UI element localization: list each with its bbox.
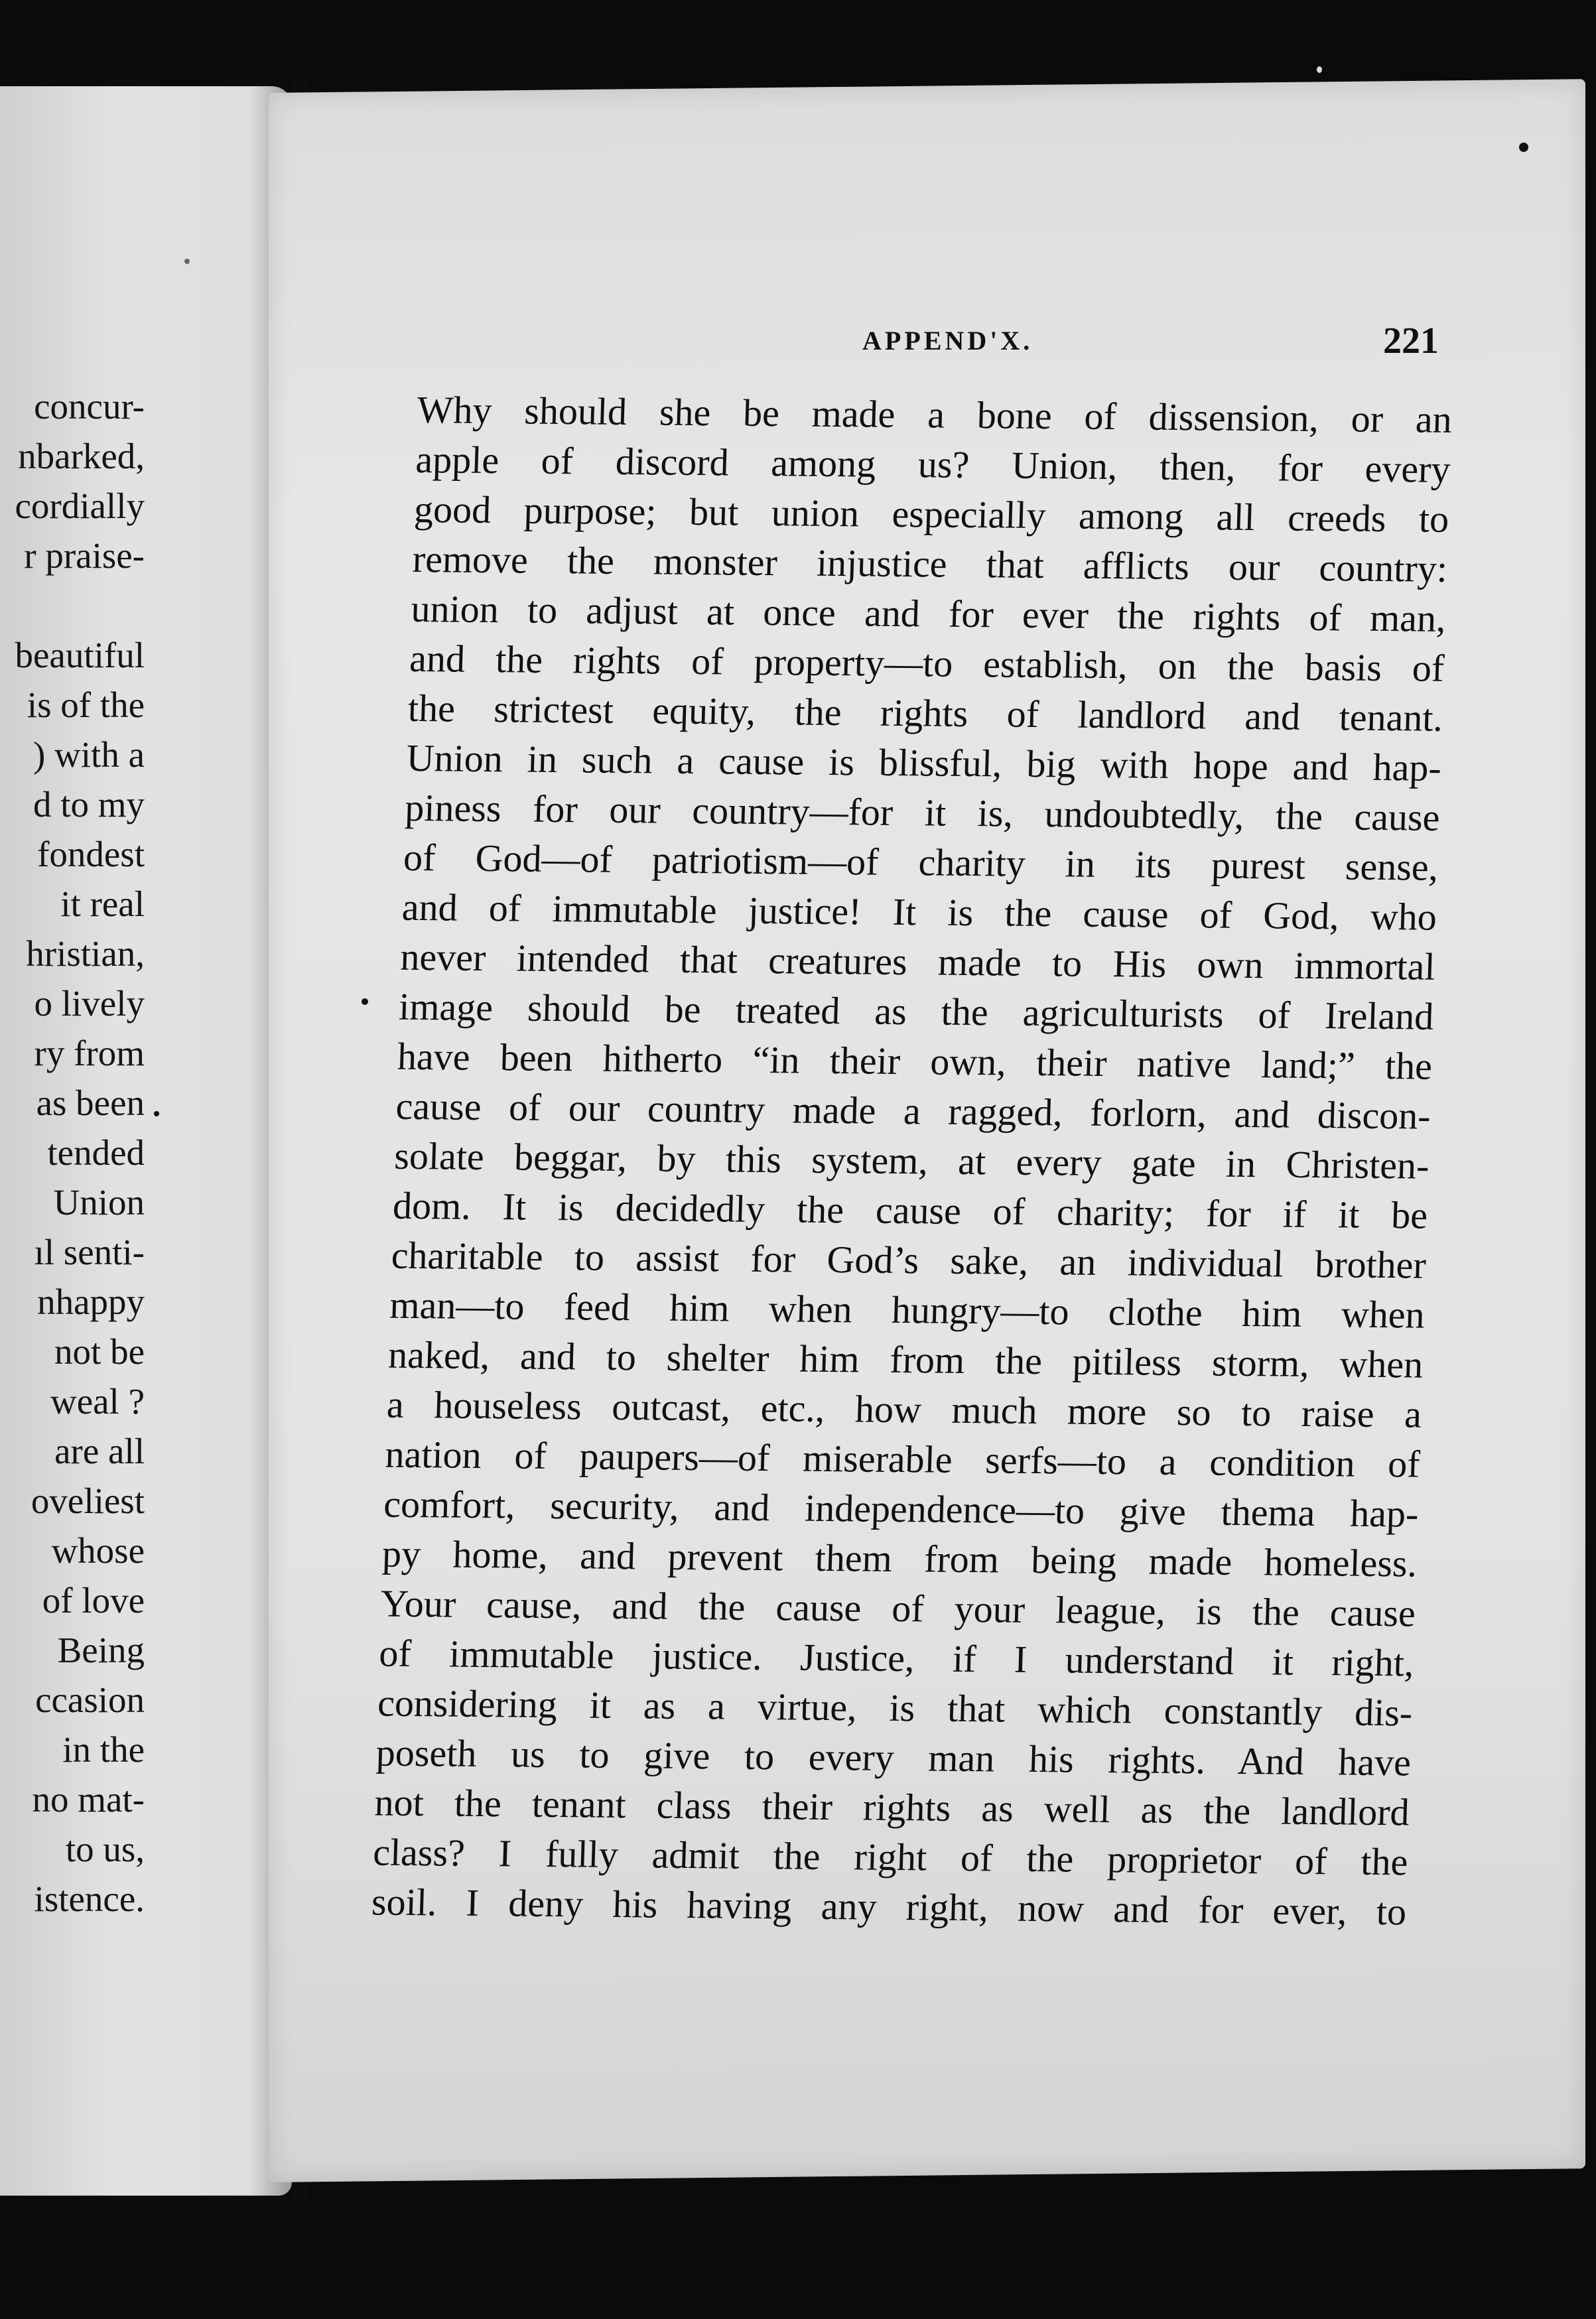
left-line: Being: [57, 1630, 145, 1670]
text-line: never intended that creatures made to His own immortal: [399, 935, 1436, 988]
left-line: r praise-: [24, 535, 145, 576]
text-line: a houseless outcast, etc., how much more so to raise a: [386, 1382, 1422, 1436]
running-title: APPEND'X.: [862, 326, 1033, 356]
left-line: it real: [60, 884, 145, 924]
left-line: ry from: [34, 1033, 145, 1073]
left-line: d to my: [33, 784, 145, 825]
previous-page-fragment: [0, 86, 292, 2196]
text-line: image should be treated as the agriculturists of Ireland: [398, 984, 1435, 1038]
text-line: union to adjust at once and for ever the rights of man,: [410, 586, 1447, 640]
left-line: ) with a: [33, 734, 145, 775]
left-line: nbarked,: [18, 436, 145, 476]
left-line: no mat-: [32, 1779, 145, 1820]
text-line: good purpose; but union especially among all creeds to: [413, 487, 1450, 541]
left-line: is of the: [27, 685, 145, 725]
left-line: are all: [54, 1431, 145, 1471]
text-line: of God—of patriotism—of charity in its purest sense,: [403, 835, 1439, 889]
left-line: weal ?: [50, 1381, 145, 1422]
text-line: soil. I deny his having any right, now and for ever, to: [371, 1880, 1408, 1934]
left-line: of love: [42, 1580, 145, 1621]
text-line: class? I fully admit the right of the proprietor of the: [372, 1830, 1409, 1884]
left-line: nhappy: [37, 1282, 145, 1322]
left-line: to us,: [65, 1829, 145, 1869]
text-line: remove the monster injustice that afflicts our country:: [411, 537, 1448, 590]
left-line: istence.: [34, 1879, 145, 1919]
previous-page-text: [0, 381, 145, 1924]
left-line: ıl senti-: [34, 1232, 145, 1272]
text-line: dom. It is decidedly the cause of charity; for if it be: [392, 1183, 1429, 1237]
left-line: not be: [54, 1331, 145, 1372]
text-line: Why should she be made a bone of dissension, or an: [416, 387, 1453, 441]
text-line: solate beggar, by this system, at every gate in Christen-: [393, 1134, 1430, 1187]
text-line: not the tenant class their rights as well as the landlord: [373, 1780, 1410, 1834]
page-header: [862, 320, 1459, 371]
left-line: whose: [51, 1530, 145, 1571]
text-line: and the rights of property—to establish, on the basis of: [409, 636, 1445, 690]
ink-speck: [184, 259, 190, 264]
left-line: as been: [36, 1083, 145, 1123]
text-line: have been hitherto “in their own, their native land;” the: [397, 1034, 1433, 1088]
text-line: py home, and prevent them from being made homeless.: [381, 1532, 1418, 1585]
left-line: in the: [62, 1729, 145, 1770]
text-line: and of immutable justice! It is the cause of God, who: [401, 885, 1437, 939]
ink-speck: [154, 1111, 159, 1116]
left-line: ccasion: [35, 1680, 145, 1720]
left-line: hristian,: [26, 933, 145, 974]
text-line: charitable to assist for God’s sake, an individual brother: [390, 1233, 1427, 1287]
text-line: poseth us to give to every man his rights. And have: [375, 1731, 1412, 1784]
ink-speck: [1519, 143, 1528, 152]
left-line: cordially: [15, 486, 145, 526]
text-line: Your cause, and the cause of your league, is the cause: [379, 1581, 1416, 1635]
text-line: naked, and to shelter him from the pitiless storm, when: [387, 1333, 1424, 1386]
text-line: cause of our country made a ragged, forlorn, and discon-: [395, 1084, 1431, 1138]
text-line: considering it as a virtue, is that which constantly dis-: [377, 1681, 1414, 1735]
text-line: man—to feed him when hungry—to clothe him when: [389, 1283, 1426, 1337]
ink-speck: [1317, 66, 1322, 73]
page-body: [371, 385, 1453, 1936]
left-line: Union: [53, 1182, 145, 1223]
text-line: comfort, security, and independence—to give thema hap-: [383, 1482, 1420, 1536]
text-line: Union in such a cause is blissful, big with hope and hap-: [405, 736, 1442, 789]
left-line: oveliest: [31, 1481, 145, 1521]
text-line: piness for our country—for it is, undoubtedly, the cause: [404, 785, 1441, 839]
left-line: tended: [47, 1132, 145, 1173]
left-line: o lively: [34, 983, 145, 1024]
left-line: concur-: [34, 386, 145, 427]
left-line: fondest: [37, 834, 145, 874]
left-line: [0, 580, 145, 630]
text-line: of immutable justice. Justice, if I understand it right,: [378, 1631, 1415, 1685]
text-line: nation of paupers—of miserable serfs—to a condition of: [384, 1432, 1421, 1486]
page-number: 221: [1383, 320, 1439, 362]
ink-speck: [362, 998, 368, 1005]
text-line: the strictest equity, the rights of landlord and tenant.: [407, 686, 1444, 740]
left-line: beautiful: [15, 635, 145, 675]
text-line: apple of discord among us? Union, then, for every: [415, 437, 1451, 491]
